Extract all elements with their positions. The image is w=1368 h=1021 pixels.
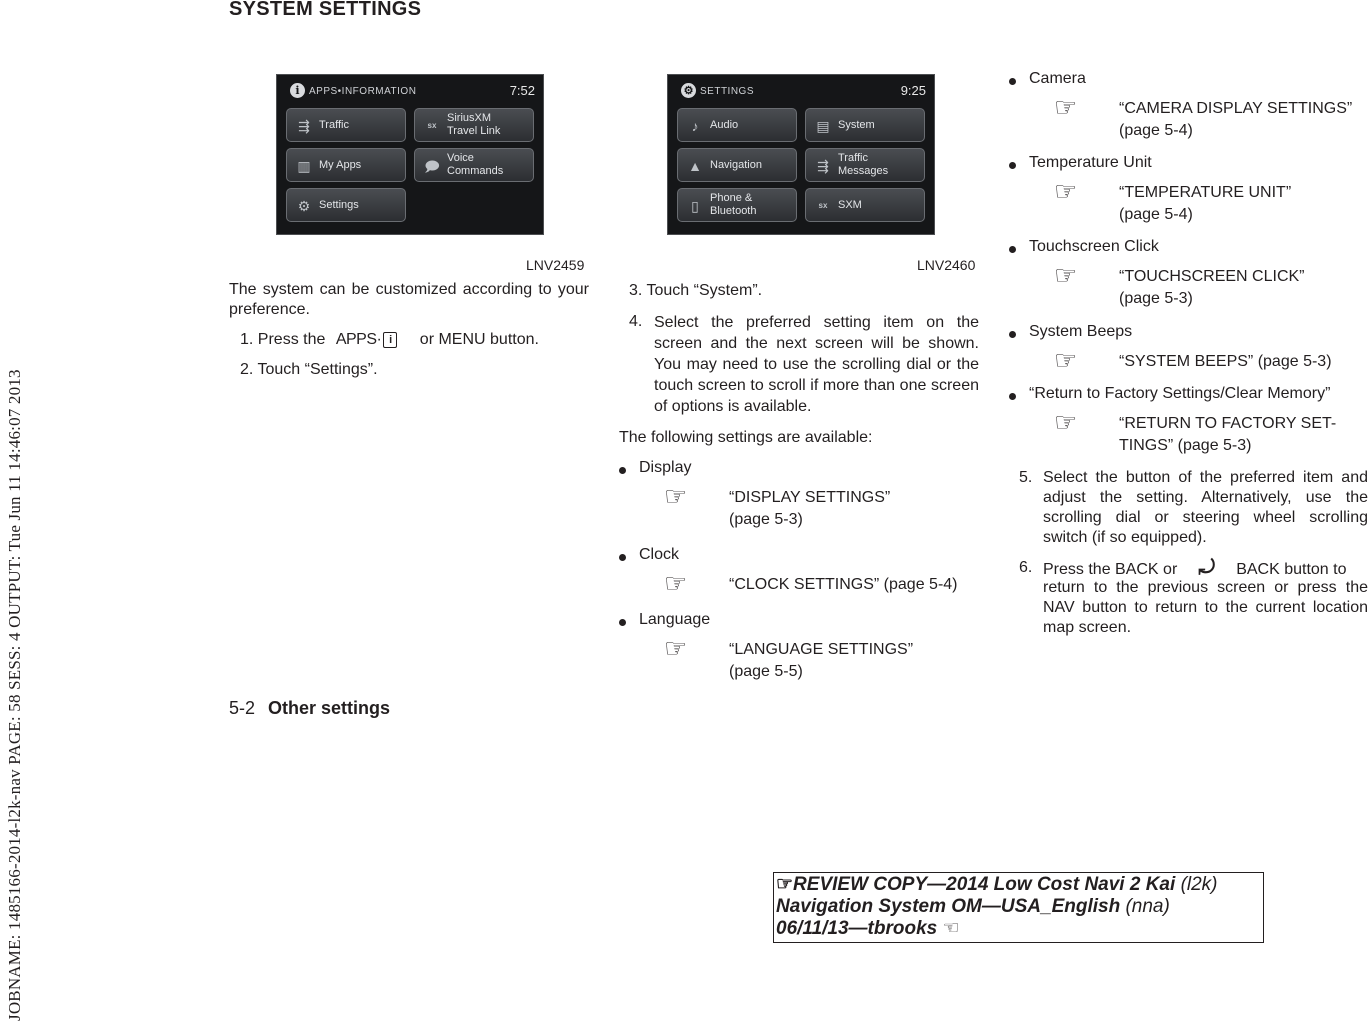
step-6-number: 6.: [1019, 559, 1033, 576]
screen-clock: 7:52: [509, 83, 535, 98]
page-reference-hand-icon: ☞: [1054, 176, 1078, 206]
screen-button: [414, 148, 534, 182]
setting-item-label: Language: [639, 611, 711, 628]
following-settings: The following settings are available:: [619, 429, 873, 446]
traffic-icon: ⇶: [298, 118, 310, 134]
page-reference-page: TINGS” (page 5-3): [1119, 437, 1252, 454]
screen-button: [677, 188, 797, 222]
bullet: [1009, 331, 1016, 338]
page-reference: “CLOCK SETTINGS” (page 5-4): [729, 576, 958, 593]
sxm-icon: sx: [427, 121, 437, 130]
chapter-name: Other settings: [268, 698, 391, 718]
page-number: 5-2: [229, 698, 256, 718]
setting-item-label: Camera: [1029, 70, 1086, 87]
step-1-text: 1. Press the: [240, 331, 326, 349]
screen-button-label: Voice Commands: [447, 152, 504, 177]
screen-button: [414, 108, 534, 142]
job-info-sidebar: JOBNAME: 1485166-2014-l2k-nav PAGE: 58 SESS: 4 OUTPUT: Tue Jun 11 14:46:07 2013: [5, 369, 24, 1021]
screen-clock: 9:25: [900, 83, 926, 98]
phone-icon: ▯: [691, 198, 699, 214]
screen-button-label: My Apps: [319, 158, 362, 171]
page-reference: “CAMERA DISPLAY SETTINGS”: [1119, 100, 1353, 117]
setting-item-label: Clock: [639, 546, 680, 563]
sxm-icon: sx: [818, 201, 828, 210]
intro-paragraph: The system can be customized according to your preference.: [229, 281, 589, 318]
screen-header: SETTINGS: [700, 86, 755, 97]
step-6-line1: Press the BACK or ⤾ BACK button to: [1043, 557, 1347, 579]
step-3: 3. Touch “System”.: [629, 282, 763, 299]
bullet: [619, 554, 626, 561]
bullet: [1009, 246, 1016, 253]
bullet: [619, 467, 626, 474]
screenshot-apps-information: [276, 74, 544, 235]
screen-button-label: Navigation: [710, 158, 762, 171]
screen-button: [805, 188, 925, 222]
screen-button-label: System: [838, 118, 875, 131]
pointing-hand-icon: ☞: [776, 874, 794, 895]
screen-button-label: Settings: [319, 198, 359, 211]
bullet: [619, 619, 626, 626]
step-5-number: 5.: [1019, 469, 1033, 486]
step-1: [240, 330, 539, 350]
page-reference: “RETURN TO FACTORY SET-: [1119, 415, 1337, 432]
screen-button-label: SiriusXM Travel Link: [447, 112, 501, 137]
page-reference-hand-icon: ☞: [1054, 407, 1078, 437]
screen-button-label: SXM: [838, 198, 862, 211]
page-reference-hand-icon: ☞: [664, 481, 688, 511]
back-arrow-icon: ⤾: [1198, 557, 1216, 579]
screen-button: [677, 108, 797, 142]
setting-item-label: Temperature Unit: [1029, 154, 1152, 171]
review-copy-box: ☞REVIEW COPY—2014 Low Cost Navi 2 Kai (l2k) Navigation System OM—USA_English (nna) 06/11/13—tbrooks ☜: [773, 872, 1264, 943]
screen-header: APPS•INFORMATION: [309, 86, 417, 97]
setting-item-label: System Beeps: [1029, 323, 1133, 340]
screen-button-label: Traffic Messages: [838, 152, 889, 177]
step-4: Select the preferred setting item on the screen and the next screen will be shown. You may need to use the scrolling dial or the touch screen to scroll if more than one screen of options is available.: [654, 314, 979, 415]
page-reference: “DISPLAY SETTINGS”: [729, 489, 891, 506]
page-reference-page: (page 5-3): [1119, 290, 1193, 307]
figure-caption: LNV2459: [526, 257, 585, 273]
gear-icon: ⚙: [297, 198, 311, 214]
page-reference-page: (page 5-4): [1119, 122, 1193, 139]
bullet: [1009, 162, 1016, 169]
page-reference: “TOUCHSCREEN CLICK”: [1119, 268, 1305, 285]
screen-button-label: Traffic: [319, 118, 349, 131]
page-reference: “TEMPERATURE UNIT”: [1119, 184, 1292, 201]
navigation-arrow-icon: ▲: [688, 158, 702, 174]
step-6: return to the previous screen or press the NAV button to return to the current location map screen.: [1043, 579, 1368, 636]
screenshot-settings: [667, 74, 935, 235]
setting-item-label: Touchscreen Click: [1029, 238, 1159, 255]
page-reference-page: (page 5-4): [1119, 206, 1193, 223]
system-icon: ▤: [816, 118, 830, 134]
screen-button: [286, 108, 406, 142]
setting-item-label: Display: [639, 459, 692, 476]
page-reference-hand-icon: ☞: [1054, 260, 1078, 290]
info-icon: i: [290, 83, 305, 98]
page-reference-hand-icon: ☞: [1054, 92, 1078, 122]
step-4-number: 4.: [629, 313, 643, 330]
voice-icon: 🗩: [424, 158, 440, 174]
phone-apps-icon: ▥: [297, 158, 311, 174]
bullet: [1009, 393, 1016, 400]
page-reference-page: (page 5-3): [729, 511, 803, 528]
page-reference-hand-icon: ☞: [664, 633, 688, 663]
bullet: [1009, 78, 1016, 85]
setting-item-label: “Return to Factory Settings/Clear Memory”: [1029, 385, 1331, 402]
screen-button: [677, 148, 797, 182]
screen-button-label: Audio: [710, 118, 739, 131]
music-note-icon: ♪: [691, 118, 699, 134]
figure-caption: LNV2460: [917, 257, 976, 273]
traffic-icon: ⇶: [817, 158, 829, 174]
step-2: 2. Touch “Settings”.: [240, 361, 378, 378]
page-reference: “SYSTEM BEEPS” (page 5-3): [1119, 353, 1332, 370]
screen-button: [805, 148, 925, 182]
page-reference: “LANGUAGE SETTINGS”: [729, 641, 914, 658]
screen-button: [286, 148, 406, 182]
screen-button: [286, 188, 406, 222]
page-footer: [229, 698, 390, 719]
step-5: Select the button of the preferred item and adjust the setting. Alternatively, use the scrolling dial or steering wheel scrolling switch (if so equipped).: [1043, 469, 1368, 546]
page-reference-hand-icon: ☞: [1054, 345, 1078, 375]
screen-button: [805, 108, 925, 142]
pointing-hand-left-icon: ☜: [942, 918, 960, 939]
page-reference-hand-icon: ☞: [664, 568, 688, 598]
section-title: SYSTEM SETTINGS: [229, 0, 422, 20]
apps-button-icon: APPS· i: [336, 330, 398, 350]
gear-icon: ⚙: [681, 83, 696, 98]
page-reference-page: (page 5-5): [729, 663, 803, 680]
screen-button-label: Phone & Bluetooth: [710, 192, 757, 217]
step-1-text-end: or MENU button.: [419, 331, 539, 349]
